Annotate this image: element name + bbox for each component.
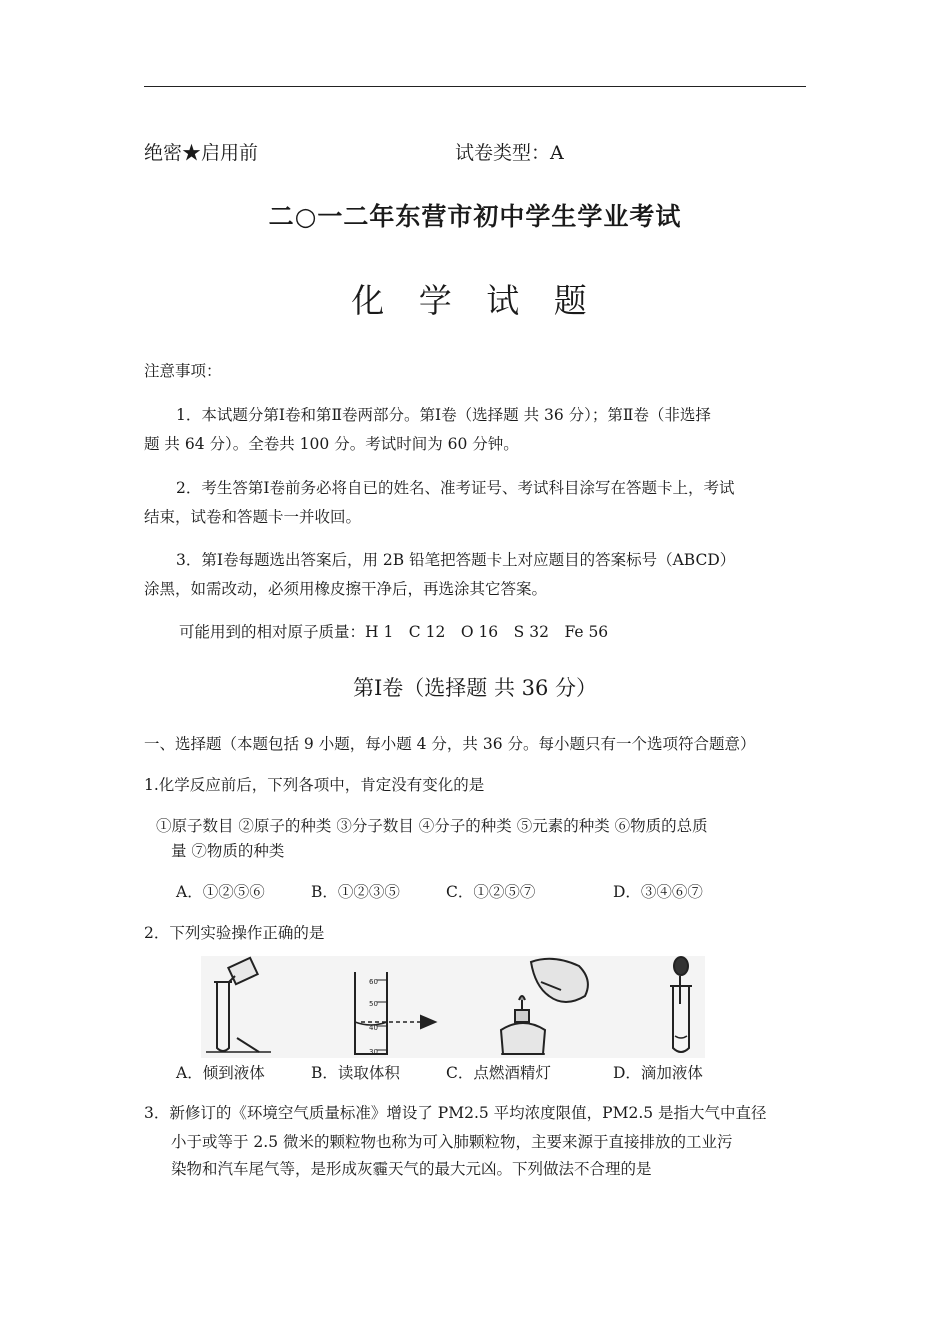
scale-label-30: 30 [369,1048,378,1056]
atomic-mass-note: 可能用到的相对原子质量：H 1 C 12 O 16 S 32 Fe 56 [179,623,609,641]
scale-label-40: 40 [369,1024,378,1032]
section-1-title: 第Ⅰ卷（选择题 共 36 分） [352,676,598,700]
question-1-option-c: C．①②⑤⑦ [446,883,536,901]
question-2-option-b: B．读取体积 [311,1064,400,1082]
question-1-option-d: D．③④⑥⑦ [613,883,703,901]
lab-operations-illustration [201,956,705,1058]
note-3-line-2: 涂黑，如需改动，必须用橡皮擦干净后，再选涂其它答案。 [144,580,548,598]
scale-label-50: 50 [369,1000,378,1008]
note-2-line-2: 结束，试卷和答题卡一并收回。 [144,508,362,526]
note-3-line-1: 3．第Ⅰ卷每题选出答案后，用 2B 铅笔把答题卡上对应题目的答案标号（ABCD） [176,551,736,569]
question-2-figure [201,956,705,1058]
question-2-option-c: C．点燃酒精灯 [446,1064,551,1082]
note-2-line-1: 2．考生答第Ⅰ卷前务必将自已的姓名、准考证号、考试科目涂写在答题卡上，考试 [176,479,735,497]
exam-title: 二○一二年东营市初中学生学业考试 [268,202,682,231]
question-2-stem: 2．下列实验操作正确的是 [144,924,325,942]
top-rule [144,86,806,87]
question-2-option-d: D．滴加液体 [613,1064,703,1082]
subject-title: 化 学 试 题 [351,281,599,320]
question-1-items-line-2: 量 ⑦物质的种类 [171,842,285,860]
scale-label-60: 60 [369,978,378,986]
notes-heading: 注意事项： [144,362,222,380]
question-1-option-b: B．①②③⑤ [311,883,400,901]
paper-type-label: 试卷类型：A [455,142,564,164]
section-1-instruction: 一、选择题（本题包括 9 小题，每小题 4 分，共 36 分。每小题只有一个选项符合题意） [144,735,756,753]
question-3-line-3: 染物和汽车尾气等，是形成灰霾天气的最大元凶。下列做法不合理的是 [171,1160,652,1178]
question-1-option-a: A．①②⑤⑥ [176,883,265,901]
question-3-line-2: 小于或等于 2.5 微米的颗粒物也称为可入肺颗粒物，主要来源于直接排放的工业污 [171,1133,733,1151]
note-1-line-1: 1．本试题分第Ⅰ卷和第Ⅱ卷两部分。第Ⅰ卷（选择题 共 36 分）；第Ⅱ卷（非选择 [176,406,711,424]
question-1-items-line-1: ①原子数目 ②原子的种类 ③分子数目 ④分子的种类 ⑤元素的种类 ⑥物质的总质 [156,817,708,835]
confidential-label: 绝密★启用前 [144,142,259,164]
question-3-line-1: 3．新修订的《环境空气质量标准》增设了 PM2.5 平均浓度限值，PM2.5 是指大气中直径 [144,1104,767,1122]
note-1-line-2: 题 共 64 分）。全卷共 100 分。考试时间为 60 分钟。 [144,435,519,453]
question-1-stem: 1.化学反应前后，下列各项中，肯定没有变化的是 [144,776,485,794]
question-2-option-a: A．倾到液体 [176,1064,265,1082]
